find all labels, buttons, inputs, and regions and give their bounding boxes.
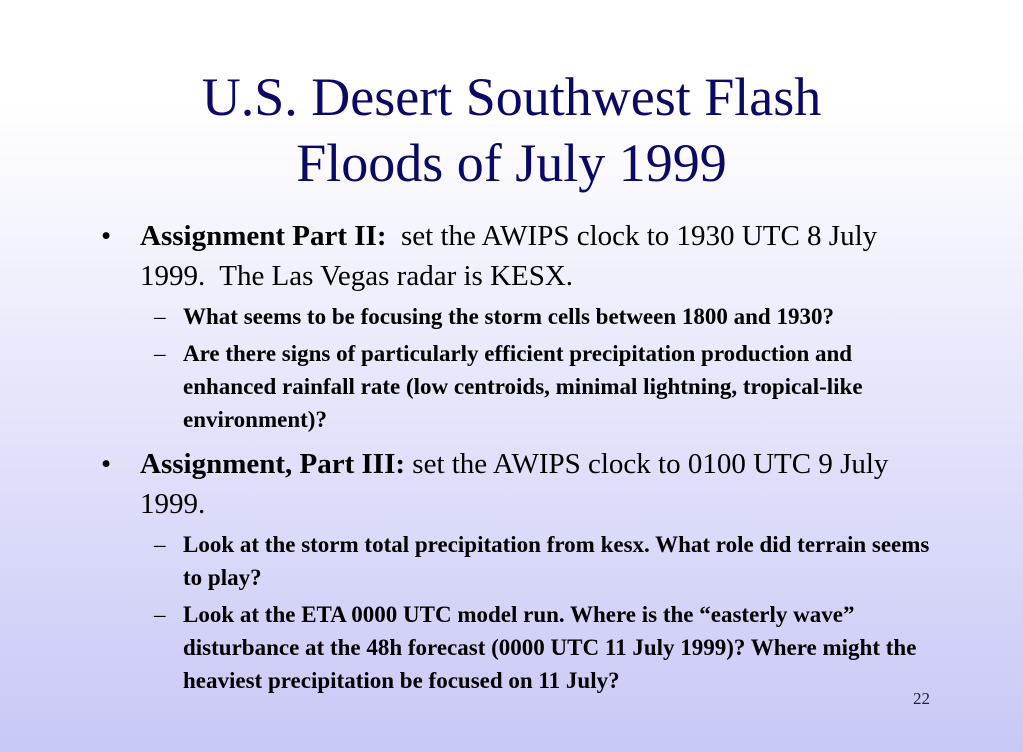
sub-bullet-text: Look at the storm total precipitation from kesx. What role did terrain seems to play? — [183, 532, 930, 590]
bullet-marker: • — [101, 448, 112, 480]
sub-bullet-item — [154, 300, 949, 333]
sub-bullet-text: Are there signs of particularly efficient precipitation production and enhanced rainfall rate (low centroids, minimal lightning, tropical-like environment)? — [183, 341, 863, 432]
sub-bullet-list — [140, 300, 945, 436]
dash-marker: – — [154, 602, 166, 627]
bullet-body-text: set the AWIPS clock to 0100 UTC 9 July 1999. — [140, 448, 896, 520]
sub-bullet-list — [140, 528, 945, 697]
bullet-item-assignment-part-2 — [0, 216, 1023, 436]
sub-bullet-item — [154, 598, 949, 697]
bullet-lead-text: Assignment, Part III: — [140, 448, 406, 480]
slide-title-line-1: U.S. Desert Southwest Flash — [201, 67, 822, 127]
page-number: 22 — [913, 689, 930, 708]
sub-bullet-item — [154, 528, 949, 594]
dash-marker: – — [154, 532, 166, 557]
bullet-item-assignment-part-3 — [0, 444, 1023, 697]
sub-bullet-item — [154, 337, 949, 436]
sub-bullet-text: What seems to be focusing the storm cells between 1800 and 1930? — [183, 304, 834, 329]
sub-bullet-text: Look at the ETA 0000 UTC model run. Where is the “easterly wave” disturbance at the 48h forecast (0000 UTC 11 July 1999)? Where might the heaviest precipitation be focused on 11 July? — [183, 602, 917, 693]
bullet-lead-text: Assignment Part II: — [140, 220, 387, 252]
bullet-marker: • — [101, 220, 112, 252]
dash-marker: – — [154, 341, 166, 366]
bullet-body-text: set the AWIPS clock to 1930 UTC 8 July 1999. The Las Vegas radar is KESX. — [140, 220, 885, 292]
bullet-list — [0, 216, 1023, 705]
slide-title — [0, 64, 1023, 196]
dash-marker: – — [154, 304, 166, 329]
slide-title-line-2: Floods of July 1999 — [296, 133, 727, 193]
